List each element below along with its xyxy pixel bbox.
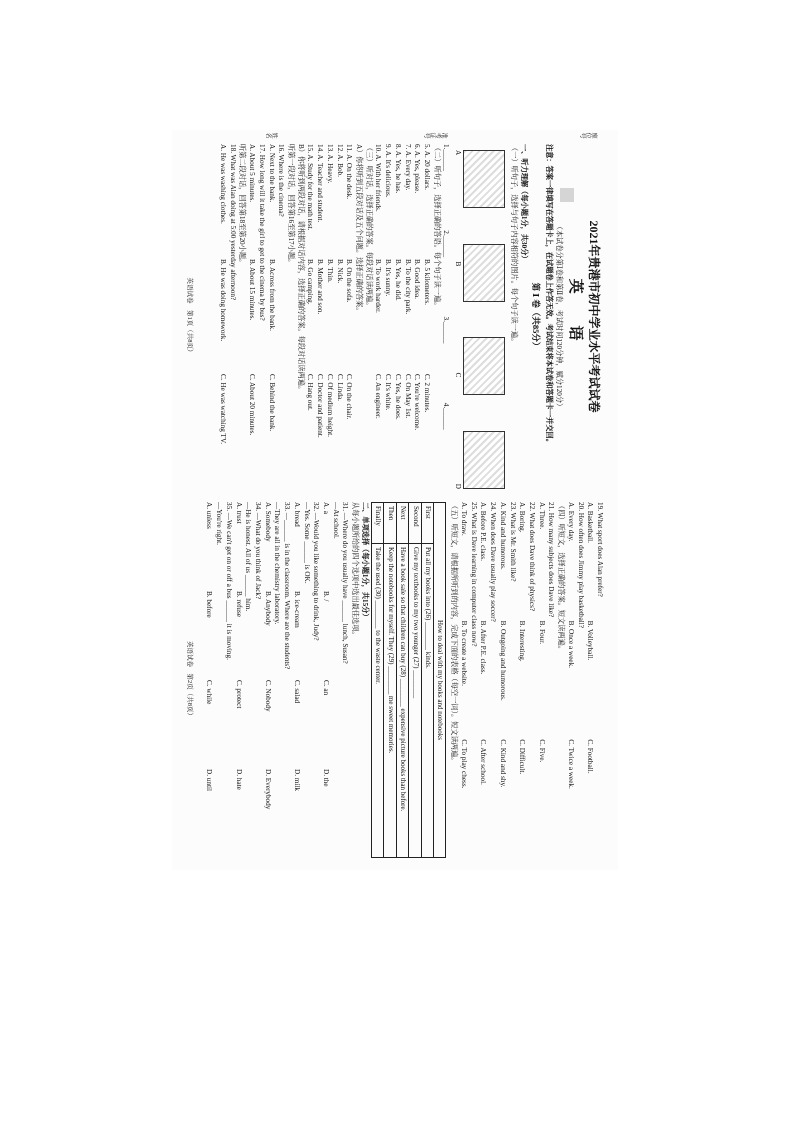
option: C. Difficult. <box>518 739 527 775</box>
option: C. Linda. <box>335 374 344 401</box>
page-1 <box>184 144 604 489</box>
table-row <box>421 503 433 858</box>
option: C. Yes, he does. <box>393 374 402 420</box>
question-row <box>246 144 256 489</box>
option: C. After school. <box>479 739 488 785</box>
question-stem: 17. How long will it take the girl to get to the cinema by bus? <box>257 144 266 321</box>
option: C. salad <box>292 680 301 704</box>
option: B. He was doing homework. <box>218 259 227 342</box>
picture-label: D <box>454 483 463 489</box>
question-reply: —Yes. Some ______ is OK. <box>302 502 311 584</box>
option: B. Mother and son. <box>316 259 325 315</box>
option: A. trust <box>234 502 243 524</box>
table-row <box>371 503 383 858</box>
option: B. / <box>322 591 330 602</box>
option: 15. A. Study for the math test. <box>306 144 315 231</box>
question-stem: 34. —What do you think of Jack? <box>253 502 262 600</box>
exam-note: （本试卷分第Ⅰ卷和第Ⅱ卷，考试时间120分钟，赋分120分） <box>554 222 563 411</box>
question-stem: 33. —______ is in the classroom. Where are the students? <box>283 502 292 670</box>
table-cell: Second <box>409 503 421 544</box>
question-row <box>402 144 412 489</box>
question-row <box>305 144 315 489</box>
question-stem: 22. What does Dave think of physics? <box>527 502 536 612</box>
question-stem: 31. —Where do you usually have ______ lunch, Susan? <box>341 502 350 664</box>
table-row <box>409 503 421 858</box>
table-cell: Put all my books into (26) ________ kinds. <box>421 544 433 858</box>
option: 14. A. Teacher and student. <box>316 144 325 223</box>
question-reply: —They are all in the chemistry laboratory. <box>273 502 282 625</box>
section-instruction: （二）听句子，选择正确的答语。每个句子读一遍。 <box>432 144 441 310</box>
question-row <box>324 144 334 489</box>
question-row <box>314 144 324 489</box>
section-heading: 一、听力理解（每小题1分，共30分） <box>519 144 528 263</box>
option: A. Before P.E. class. <box>479 502 488 561</box>
part-title: 第 Ⅰ 卷（共85分） <box>531 282 542 351</box>
option: C. Hang out. <box>306 374 315 411</box>
seat-number-label: 座位号 <box>580 131 598 138</box>
option: A. unless <box>205 502 214 529</box>
option: B. refuse <box>234 591 243 617</box>
question-reply: —You're right. <box>215 502 224 545</box>
option: C. an <box>322 680 330 696</box>
option: 11. A. On the desk. <box>345 144 354 200</box>
option: A. Every day. <box>566 502 575 542</box>
option: A. He was washing clothes. <box>218 144 227 224</box>
question-row <box>262 502 272 858</box>
exam-id-label: 准考证号 <box>424 131 448 138</box>
rotated-spread <box>172 130 618 870</box>
section-instruction: （三）听对话，选择正确的答案。每段对话读两遍。 <box>364 144 373 310</box>
subject-title: 英 语 <box>566 278 583 355</box>
option: B. Outgoing and humorous. <box>498 620 507 701</box>
question-row <box>392 144 402 489</box>
option: C. 2 minutes. <box>423 374 432 413</box>
question-list-5-10 <box>373 144 431 489</box>
option: B. On the sofa. <box>345 259 354 303</box>
page-footer: 英语试卷 第2页（共8页） <box>185 641 193 719</box>
picture-row <box>463 150 505 489</box>
option: C. Five. <box>537 739 546 763</box>
option: D. milk <box>292 769 301 791</box>
option: B. Go camping. <box>306 259 315 305</box>
section-instruction: B）你将听到两段对话，请根据对话内容，选择正确的答案。每段对话读两遍。 <box>296 144 305 394</box>
option: B. To work harder. <box>374 259 383 313</box>
question-stem: 16. Where is the cinema? <box>277 144 286 217</box>
option: 13. A. Heavy. <box>325 144 334 184</box>
option: B. Yes, he did. <box>393 259 402 301</box>
question-row <box>291 502 301 858</box>
question-list-11-15 <box>305 144 354 489</box>
option: C. Behind the bank. <box>267 374 276 432</box>
notes-table <box>371 502 447 858</box>
section-instruction: （四）听短文，选择正确的答案。短文读两遍。 <box>557 502 566 653</box>
picture-label: A <box>454 150 463 156</box>
table-cell: Then <box>384 503 396 544</box>
picture-c <box>463 337 505 395</box>
option: B. Nick. <box>335 259 344 284</box>
option: A. a <box>322 502 330 514</box>
page-footer: 英语试卷 第1页（共8页） <box>185 277 193 356</box>
table-cell: Next <box>396 503 408 544</box>
option: B. Interesting. <box>518 620 527 662</box>
option: 6. A. Yes, please. <box>413 144 422 194</box>
exam-instruction: 注意：答案一律填写在答题卡上，在试题卷上作答无效。考试结束将本试卷和答题卡一并交回。 <box>544 144 553 446</box>
question-row <box>536 502 546 858</box>
option: D. hate <box>234 769 243 790</box>
blank: 4.______ <box>442 402 451 430</box>
question-row <box>320 502 330 858</box>
table-header-row <box>434 503 446 858</box>
option: C. To play chess. <box>459 739 468 789</box>
option: A. About 5 minutes. <box>248 144 257 203</box>
picture-d <box>463 431 505 489</box>
option: 12. A. Bob. <box>335 144 344 177</box>
option: B. To create a website. <box>459 620 468 686</box>
question-row <box>217 144 227 489</box>
picture-labels <box>453 150 463 489</box>
option: C. Kind and shy. <box>498 739 507 788</box>
question-stem: 20. How often does Jimmy play basketball? <box>576 502 585 628</box>
question-row <box>344 144 354 489</box>
table-row <box>396 503 408 858</box>
picture-b <box>463 244 505 302</box>
binding-margin <box>172 130 618 144</box>
question-row <box>458 502 468 858</box>
option: 8. A. Yes, he has. <box>393 144 402 194</box>
option: B. Once a week. <box>566 620 575 668</box>
question-row <box>585 502 595 858</box>
question-row <box>412 144 422 489</box>
question-row <box>421 144 431 489</box>
page-2 <box>184 502 604 858</box>
option: B. Anybody <box>263 591 272 626</box>
question-stem: 35. —We can't get on or off a bus ______ it is moving. <box>224 502 233 660</box>
question-stem: 24. When does Dave usually play soccer? <box>489 502 498 622</box>
question-stem: 19. What sport does Alan prefer? <box>596 502 604 597</box>
option: C. Of medium height. <box>325 374 334 437</box>
option: C. An engineer. <box>374 374 383 419</box>
blank: 2.______ <box>442 230 451 258</box>
question-reply: —At school. <box>331 502 340 539</box>
dialog-instruction: 听第一段对话，回答第16至第17小题。 <box>287 144 295 267</box>
option: A. Somebody <box>263 502 272 542</box>
table-cell: Give my textbooks to my two younger (27) ________ <box>409 544 421 858</box>
option: B. Good idea. <box>413 259 422 299</box>
question-row <box>204 502 214 858</box>
question-reply: —He is honest. All of us ______ him. <box>244 502 253 612</box>
table-cell: Have a book sale so that children can buy (28) ________ expensive picture books than before. <box>396 544 408 858</box>
question-stem: 32. —Would you like something to drink, Judy? <box>312 502 321 641</box>
question-stem: 18. What was Alan doing at 5:00 yesterday afternoon? <box>228 144 237 301</box>
option: B. After P.E. class. <box>479 620 488 675</box>
blank: 1.______ <box>442 144 451 171</box>
question-row <box>373 144 383 489</box>
question-stem: 25. What is Dave learning in computer class now? <box>469 502 478 647</box>
option: B. before <box>205 591 214 618</box>
option: B. Four. <box>537 620 546 645</box>
question-row <box>478 502 488 858</box>
option: A. To draw. <box>459 502 468 536</box>
option: C. He was watching TV. <box>218 374 227 445</box>
option: B. Thin. <box>325 259 334 283</box>
question-row <box>233 502 243 858</box>
option: C. About 20 minutes. <box>248 374 257 436</box>
table-cell: First <box>421 503 433 544</box>
option: C. On May 1st. <box>403 374 412 419</box>
option: B. Across from the bank. <box>267 259 276 331</box>
option: B. ice-cream <box>292 591 301 628</box>
table-cell: Finally <box>371 503 383 544</box>
option: C. You're welcome. <box>413 374 422 431</box>
option: 7. A. Every day. <box>403 144 412 191</box>
question-row <box>497 502 507 858</box>
option: A. Boring. <box>518 502 527 533</box>
option: C. On the chair. <box>345 374 354 420</box>
table-row <box>384 503 396 858</box>
option: B. About 15 minutes. <box>248 259 257 321</box>
picture-a <box>463 150 505 208</box>
section-instruction: A）你将听到五段对话及五个问题。选择正确的答案。 <box>355 144 364 315</box>
picture-label: B <box>454 261 463 267</box>
section-instruction: （五）听短文，请根据所听到的内容，完成下面的表格（每空一词）。短文读两遍。 <box>450 502 459 765</box>
option: C. Nobody <box>263 680 272 712</box>
option: A. Three. <box>537 502 546 530</box>
question-stem: 21. How many subjects does Dave like? <box>547 502 556 618</box>
question-stem: 23. What is Mr. Smith like? <box>508 502 517 582</box>
section-instruction: 从每小题所给的四个选项中选出最佳选项。 <box>351 502 360 639</box>
option: 9. A. It's delicious. <box>384 144 393 198</box>
option: D. the <box>322 769 330 787</box>
option: 5. A. 20 dollars. <box>423 144 432 190</box>
name-label: 姓名 <box>266 131 278 138</box>
option: B. Volleyball. <box>586 620 595 661</box>
table-cell: Take the used (30) ________ to the waste center. <box>371 544 383 858</box>
option: C. Twice a week. <box>566 739 575 789</box>
question-row <box>565 502 575 858</box>
option: A. Next to the bank. <box>267 144 276 203</box>
option: B. 5 kilometers. <box>423 259 432 305</box>
question-row <box>382 144 392 489</box>
question-row <box>517 502 527 858</box>
option: C. while <box>205 680 214 705</box>
option: A. Kind and humorous. <box>498 502 507 570</box>
scanned-exam-sheet <box>172 130 618 870</box>
option: C. Football. <box>586 739 595 774</box>
option: B. It's sunny. <box>384 259 393 297</box>
option: B. To the city park. <box>403 259 412 315</box>
option: C. Doctor and patient. <box>316 374 325 438</box>
option: D. Everybody <box>263 769 272 810</box>
option: A. Basketball. <box>586 502 595 543</box>
table-title: How to deal with my books and notebooks <box>434 503 446 858</box>
option: C. It's white. <box>384 374 393 411</box>
picture-label: C <box>454 372 463 378</box>
smudge-mark <box>560 188 574 202</box>
exam-title: 2021年贵港市初中学业水平考试试卷 <box>587 220 601 413</box>
question-row <box>334 144 344 489</box>
option: C. protect <box>234 680 243 709</box>
option: 10. A. With her friends. <box>374 144 383 212</box>
question-row <box>266 144 276 489</box>
table-cell: Keep the notebooks for myself. They (29) ________ me sweet memories. <box>384 544 396 858</box>
option: A. bread <box>292 502 301 527</box>
answer-blanks <box>441 144 451 489</box>
option: D. until <box>205 769 214 791</box>
section-heading: 二、单项选择（每小题1分，共15分） <box>360 502 369 621</box>
dialog-instruction: 听第二段对话，回答第18至第20小题。 <box>238 144 247 267</box>
section-instruction: （一）听句子，选择与句子内容相符的图片。每个句子读一遍。 <box>509 144 518 346</box>
blank: 3.______ <box>442 316 451 344</box>
